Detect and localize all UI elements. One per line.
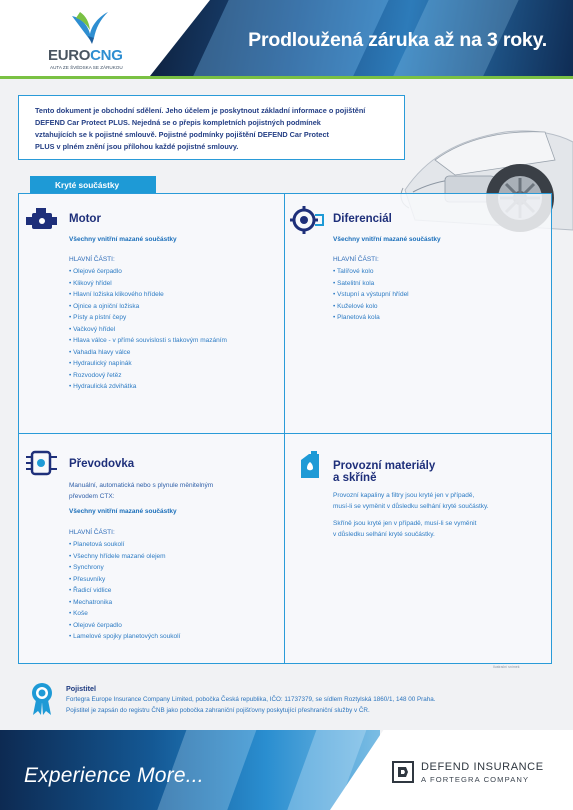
materialy-line: musí-li se vyměnit v důsledku selhání kryté součástky. — [333, 503, 489, 510]
gearbox-icon — [24, 448, 60, 478]
list-item: • Vstupní a výstupní hřídel — [333, 291, 409, 299]
header — [0, 0, 573, 78]
diferencial-parts-list — [333, 256, 409, 324]
intro-line: PLUS v plném znění jsou přílohou každé pojistné smlouvy. — [35, 142, 239, 151]
prevodovka-note-line: převodem CTX: — [69, 493, 115, 500]
intro-line: vztahujících se k pojistné smlouvě. Pojistné podmínky pojištění DEFEND Car Protect — [35, 130, 329, 139]
prevodovka-note-line: Manuální, automatická nebo s plynule měnitelným — [69, 482, 214, 489]
eurocng-logo — [48, 10, 138, 72]
defend-insurance-logo-icon — [392, 761, 414, 783]
list-item: • Vahadla hlavy válce — [69, 348, 131, 356]
materialy-line: Skříně jsou kryté jen v případě, musí-li se vyměnit — [333, 520, 477, 527]
list-item: • Planetová kola — [333, 314, 380, 322]
differential-gear-icon — [289, 205, 325, 235]
list-item: • Kuželové kolo — [333, 302, 378, 310]
list-item: • Rozvodový řetěz — [69, 371, 122, 379]
prevodovka-cell — [18, 434, 284, 664]
list-item: • Hlava válce - v přímé souvislosti s tlakovým mazáním — [69, 337, 227, 345]
list-item: • Hydraulická zdvihátka — [69, 383, 137, 391]
materialy-title-line: Provozní materiály — [333, 460, 436, 472]
logo-wordmark — [48, 47, 123, 64]
prevodovka-parts-header: HLAVNÍ ČÁSTI: — [69, 529, 115, 536]
list-item: • Hydraulický napínák — [69, 360, 132, 368]
list-item: • Řadicí vidlice — [69, 587, 112, 595]
award-badge-icon — [30, 682, 54, 716]
intro-line: DEFEND Car Protect PLUS. Nejedná se o přepis kompletních pojistných podmínek — [35, 118, 321, 127]
footer-brand-name: DEFEND INSURANCE — [421, 761, 544, 773]
materialy-paragraph-2 — [333, 518, 476, 540]
list-item: • Planetová soukolí — [69, 541, 125, 549]
engine-icon — [24, 205, 60, 235]
list-item: • Koše — [69, 610, 88, 618]
logo-euro-text: EURO — [48, 47, 91, 64]
bird-logo-icon — [70, 10, 110, 46]
list-item: • Mechatronika — [69, 598, 113, 606]
illustration-footnote: Ilustrační snímek — [493, 665, 520, 669]
insurer-line: Fortegra Europe Insurance Company Limited, pobočka Česká republika, IČO: 11737379, se sídlem Roztylská 1860/1, 148 00 Praha. — [66, 696, 436, 703]
diferencial-cell — [285, 193, 552, 433]
motor-title: Motor — [69, 213, 101, 225]
logo-tagline: AUTA ZE ŠVÉDSKA SE ZÁRUKOU — [50, 65, 123, 70]
prevodovka-subtitle: Všechny vnitřní mazané součástky — [69, 508, 177, 515]
footer-slogan: Experience More... — [24, 764, 204, 787]
page-headline: Prodloužená záruka až na 3 roky. — [248, 29, 547, 51]
materialy-line: v důsledku selhání kryté součástky. — [333, 531, 435, 538]
list-item: • Talířové kolo — [333, 268, 374, 276]
prevodovka-title: Převodovka — [69, 458, 135, 470]
header-green-band — [0, 76, 573, 79]
list-item: • Satelitní kola — [333, 279, 375, 287]
list-item: • Přesuvníky — [69, 575, 106, 583]
footer-brand-subtitle: A FORTEGRA COMPANY — [421, 775, 530, 784]
list-item: • Olejové čerpadlo — [69, 621, 122, 629]
diferencial-title: Diferenciál — [333, 213, 392, 225]
list-item: • Synchrony — [69, 564, 104, 572]
prevodovka-note — [69, 480, 213, 502]
list-item: • Hlavní ložiska klikového hřídele — [69, 291, 164, 299]
motor-subtitle: Všechny vnitřní mazané součástky — [69, 236, 177, 243]
covered-parts-label: Kryté součástky — [30, 176, 156, 194]
insurer-line: Pojistitel je zapsán do registru ČNB jako pobočka zahraniční pojišťovny poskytující přeshraniční služby v ČR. — [66, 707, 370, 714]
list-item: • Písty a pístní čepy — [69, 314, 127, 322]
list-item: • Ojnice a ojniční ložiska — [69, 302, 140, 310]
oil-canister-icon — [295, 450, 331, 480]
motor-parts-list — [69, 256, 227, 393]
materialy-title — [333, 460, 435, 484]
materialy-line: Provozní kapaliny a filtry jsou kryté jen v případě, — [333, 492, 475, 499]
motor-cell — [18, 193, 284, 433]
materialy-title-line: a skříně — [333, 472, 377, 484]
motor-parts-header: HLAVNÍ ČÁSTI: — [69, 256, 115, 263]
insurer-text — [66, 694, 436, 716]
list-item: • Vačkový hřídel — [69, 325, 116, 333]
insurer-title: Pojistitel — [66, 684, 96, 693]
prevodovka-parts-list — [69, 529, 180, 643]
diferencial-subtitle: Všechny vnitřní mazané součástky — [333, 236, 441, 243]
materialy-cell — [285, 434, 552, 664]
list-item: • Klikový hřídel — [69, 279, 112, 287]
materialy-paragraph-1 — [333, 490, 489, 512]
list-item: • Lamelové spojky planetových soukolí — [69, 633, 181, 641]
list-item: • Olejové čerpadlo — [69, 268, 122, 276]
intro-line: Tento dokument je obchodní sdělení. Jeho účelem je poskytnout základní informace o pojištění — [35, 106, 366, 115]
list-item: • Všechny hřídele mazané olejem — [69, 552, 166, 560]
intro-box — [18, 95, 405, 160]
diferencial-parts-header: HLAVNÍ ČÁSTI: — [333, 256, 379, 263]
logo-cng-text: CNG — [90, 47, 123, 64]
